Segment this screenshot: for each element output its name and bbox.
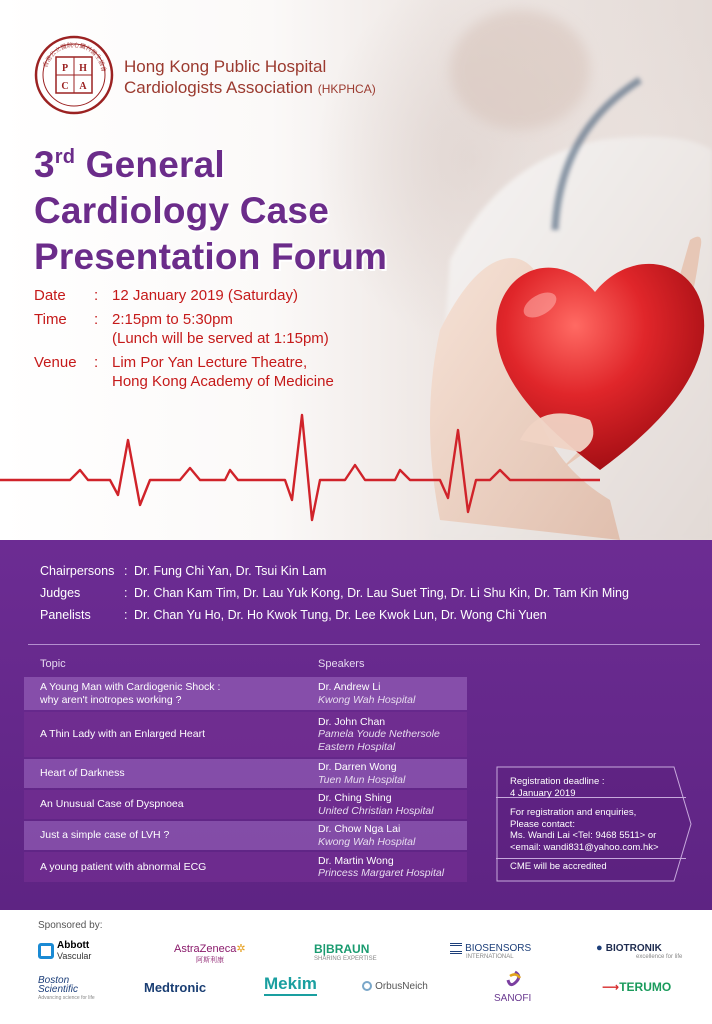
table-row <box>24 790 467 819</box>
title-line1-text: General <box>85 144 225 185</box>
sponsor-boston-scientific <box>38 976 95 1003</box>
topic-cell <box>24 677 311 710</box>
biotronik-logo-icon: ● <box>596 942 603 954</box>
org-name-line2-text: Cardiologists Association <box>124 78 313 97</box>
sponsors-label: Sponsored by: <box>38 920 103 931</box>
speaker-cell <box>311 852 467 882</box>
time-note: (Lunch will be served at 1:15pm) <box>112 330 329 347</box>
topic-cell <box>24 821 311 850</box>
title-line3: Presentation Forum <box>34 236 388 277</box>
logo-chinese-text: 香港公立醫院心臟科醫生協會 <box>42 42 106 73</box>
panelists-colon: : <box>124 608 128 622</box>
chairpersons-label: Chairpersons <box>40 564 115 578</box>
speaker-name: Dr. Ching Shing <box>318 792 392 804</box>
sponsors-section <box>0 910 712 1024</box>
bg-blur-shape <box>450 10 590 130</box>
bbraun-name: B|BRAUN <box>314 942 370 956</box>
terumo-logo-icon: ⟶ <box>602 980 620 994</box>
deadline-block <box>510 776 688 799</box>
abbott-logo-icon <box>38 943 54 959</box>
speaker-hospital: Tuen Mun Hospital <box>318 773 406 786</box>
speaker-cell <box>311 790 467 819</box>
speaker-hospital: Pamela Youde Nethersole <box>318 728 440 741</box>
org-name-line1: Hong Kong Public Hospital <box>124 57 327 76</box>
title-line1 <box>34 134 454 188</box>
table-row <box>24 759 467 788</box>
org-abbreviation: (HKPHCA) <box>317 82 376 96</box>
topic-cell <box>24 790 311 819</box>
people-list <box>40 560 629 626</box>
panelists-row <box>40 604 629 626</box>
cme-note: CME will be accredited <box>510 861 607 872</box>
panel-divider <box>28 644 700 645</box>
logo-letter-p: P <box>61 63 69 74</box>
speaker-hospital: Kwong Wah Hospital <box>318 835 416 848</box>
boston-sub: Advancing science for life <box>38 995 95 1001</box>
orbusneich-name: OrbusNeich <box>375 981 428 992</box>
biosensors-logo-icon <box>450 943 462 954</box>
logo-letter-c: C <box>61 81 69 92</box>
time-colon: : <box>94 311 99 328</box>
venue-value <box>112 353 334 391</box>
table-row <box>24 821 467 850</box>
sponsor-orbusneich <box>362 980 428 992</box>
judges-value: Dr. Chan Kam Tim, Dr. Lau Yuk Kong, Dr. Lau Suet Ting, Dr. Li Shu Kin, Dr. Tam Kin Ming <box>134 586 629 600</box>
speaker-cell <box>311 677 467 710</box>
panelists-label: Panelists <box>40 608 91 622</box>
topic-text: An Unusual Case of Dyspnoea <box>40 798 184 810</box>
title-line2: Cardiology Case <box>34 190 329 231</box>
speaker-cell <box>311 759 467 788</box>
deadline-label: Registration deadline : <box>510 776 605 787</box>
topic-column-header: Topic <box>40 658 66 670</box>
sponsor-bbraun <box>314 942 377 962</box>
astrazeneca-symbol-icon: ✲ <box>236 943 246 955</box>
organisation-name <box>124 56 376 100</box>
sponsor-sanofi <box>494 970 532 1004</box>
topic-cell <box>24 852 311 882</box>
sponsor-astrazeneca <box>174 942 246 965</box>
judges-row <box>40 582 629 604</box>
bbraun-sub: SHARING EXPERTISE <box>314 956 377 962</box>
venue-line2: Hong Kong Academy of Medicine <box>112 373 334 390</box>
registration-box <box>496 766 692 882</box>
speaker-hospital: Kwong Wah Hospital <box>318 693 416 706</box>
time-value-text: 2:15pm to 5:30pm <box>112 311 233 328</box>
sponsor-medtronic: Medtronic <box>144 980 207 995</box>
chairpersons-value: Dr. Fung Chi Yan, Dr. Tsui Kin Lam <box>134 564 327 578</box>
speaker-name: Dr. Darren Wong <box>318 761 397 773</box>
judges-label: Judges <box>40 586 81 600</box>
enquiry-line: Please contact: <box>510 818 575 830</box>
contact-email: <email: wandi831@yahoo.com.hk> <box>510 841 659 853</box>
time-row <box>34 310 334 348</box>
sponsor-terumo <box>602 980 671 994</box>
enquiry-block <box>510 807 688 853</box>
abbott-name: Abbott <box>57 940 90 951</box>
date-value: 12 January 2019 (Saturday) <box>112 287 298 304</box>
time-label: Time <box>34 311 67 328</box>
topic-text: A Young Man with Cardiogenic Shock : <box>40 680 221 693</box>
orbusneich-logo-icon <box>362 981 372 991</box>
date-label: Date <box>34 287 66 304</box>
event-details <box>34 286 334 396</box>
venue-label: Venue <box>34 354 77 371</box>
terumo-name: TERUMO <box>619 980 672 994</box>
event-title <box>34 134 454 280</box>
topic-cell <box>24 759 311 788</box>
astrazeneca-sub: 阿斯利康 <box>196 957 224 964</box>
speaker-cell <box>311 712 467 757</box>
speaker-name: Dr. Chow Nga Lai <box>318 823 401 835</box>
judges-colon: : <box>124 586 128 600</box>
venue-colon: : <box>94 354 99 371</box>
biosensors-sub: INTERNATIONAL <box>466 954 514 960</box>
table-row <box>24 677 467 710</box>
topic-cell <box>24 712 311 757</box>
chairpersons-row <box>40 560 629 582</box>
speaker-name: Dr. Martin Wong <box>318 854 394 867</box>
title-ordinal-suffix: rd <box>54 146 76 168</box>
speaker-hospital: Princess Margaret Hospital <box>318 867 445 879</box>
biosensors-name: BIOSENSORS <box>465 943 532 954</box>
topic-text-cont: why aren't inotropes working ? <box>40 693 182 706</box>
title-ordinal: 3 <box>34 144 55 185</box>
time-value <box>112 310 329 348</box>
topic-text: Heart of Darkness <box>40 767 125 779</box>
speaker-name: Dr. Andrew Li <box>318 681 381 693</box>
sponsor-abbott <box>38 940 91 961</box>
logo-letter-a: A <box>79 81 87 92</box>
org-name-line2 <box>124 77 376 100</box>
abbott-sub: Vascular <box>57 951 92 961</box>
speaker-name: Dr. John Chan <box>318 715 386 728</box>
association-logo <box>34 35 114 115</box>
biotronik-sub: excellence for life <box>636 954 683 960</box>
date-colon: : <box>94 287 99 304</box>
sanofi-name: SANOFI <box>494 993 532 1004</box>
sponsor-mekim: Mekim <box>264 974 317 996</box>
topic-text: A Thin Lady with an Enlarged Heart <box>40 728 205 740</box>
chairpersons-colon: : <box>124 564 128 578</box>
biotronik-name: BIOTRONIK <box>605 943 662 954</box>
programme-panel <box>0 540 712 910</box>
deadline-date: 4 January 2019 <box>510 787 576 799</box>
date-row <box>34 286 334 305</box>
speaker-hospital-cont: Eastern Hospital <box>318 740 396 753</box>
contact-phone: Ms. Wandi Lai <Tel: 9468 5511> or <box>510 830 657 841</box>
boston-line2: Scientific <box>38 984 79 995</box>
speaker-column-header: Speakers <box>318 658 365 670</box>
registration-text <box>510 776 688 873</box>
topic-text: A young patient with abnormal ECG <box>40 860 207 873</box>
table-row <box>24 712 467 757</box>
table-row <box>24 852 467 882</box>
speaker-cell <box>311 821 467 850</box>
sponsor-biotronik <box>596 942 682 960</box>
sanofi-logo-icon <box>504 970 526 990</box>
sponsor-biosensors <box>450 942 531 960</box>
panelists-value: Dr. Chan Yu Ho, Dr. Ho Kwok Tung, Dr. Lee Kwok Lun, Dr. Wong Chi Yuen <box>134 608 547 622</box>
boston-line1: Boston <box>38 975 70 986</box>
astrazeneca-name: AstraZeneca <box>174 943 237 955</box>
venue-line1: Lim Por Yan Lecture Theatre, <box>112 354 308 371</box>
venue-row <box>34 353 334 391</box>
topic-text: Just a simple case of LVH ? <box>40 829 170 841</box>
logo-letter-h: H <box>79 63 87 74</box>
enquiry-line: For registration and enquiries, <box>510 807 637 818</box>
speaker-hospital: United Christian Hospital <box>318 804 434 817</box>
